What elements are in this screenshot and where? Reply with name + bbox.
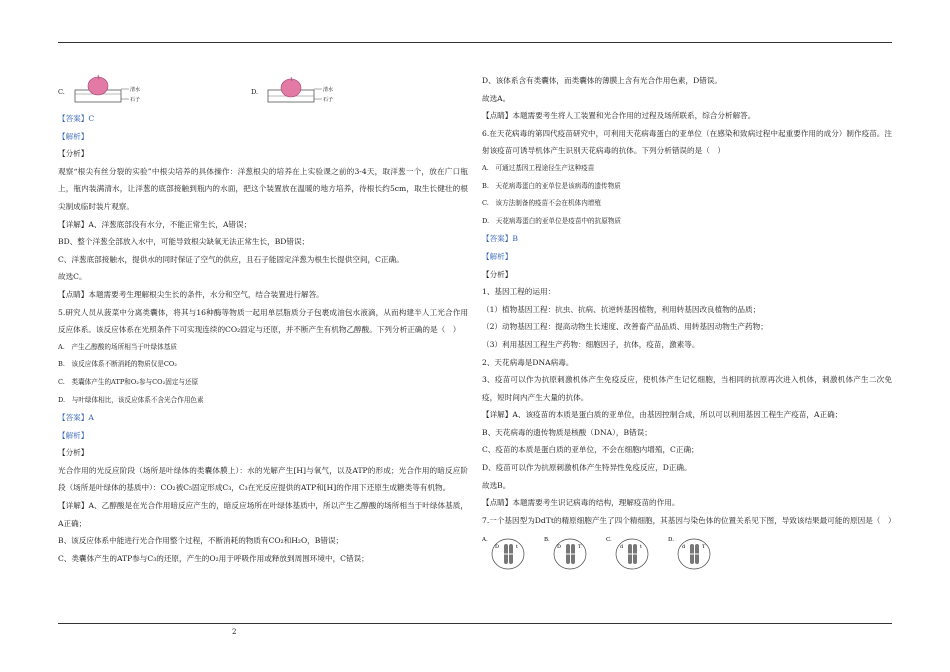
- water-label-c: 清水: [129, 87, 140, 93]
- q7-figure-a-label: A.: [482, 537, 488, 544]
- detail-bd: BD、整个洋葱全部放入水中，可能导致根尖缺氧无法正常生长，BD错误；: [58, 237, 310, 247]
- q7-figure-a: [482, 533, 532, 571]
- answer5-value: A: [88, 413, 94, 423]
- q6-option-a: A. 可通过基因工程途径生产这种疫苗: [482, 163, 595, 172]
- comment: 【点睛】本题需要考生理解根尖生长的条件，水分和空气，结合装置进行解答。: [58, 289, 324, 299]
- svg-text:t: t: [640, 544, 643, 551]
- stone-label-c: 石子: [129, 97, 140, 103]
- conclusion6: 故选B。: [482, 480, 511, 490]
- analysis5-paragraph: 光合作用的光反应阶段（场所是叶绿体的类囊体膜上）：水的光解产生[H]与氧气，以及ATP的形成；光合作用的暗反应阶段（场所是叶绿体的基质中）：CO₂被C₅固定形成C₃，C₃在光反应提供的ATP和[H]的作用下还原生成糖类等有机物。: [58, 465, 468, 493]
- answer6-label: 【答案】: [482, 234, 513, 244]
- answer-value: C: [88, 114, 95, 123]
- analysis6-label: 【解析】: [482, 251, 513, 261]
- answer-line-q5: [58, 409, 468, 427]
- fenxi6-point1c: （3）利用基因工程生产药物：细胞因子，抗体，疫苗，激素等。: [482, 339, 700, 349]
- detail6-b: B、天花病毒的遗传物质是核酸（DNA），B错误；: [482, 427, 652, 437]
- detail6-c: C、疫苗的本质是蛋白质的亚单位，不会在细胞内增殖，C正确；: [482, 445, 699, 455]
- svg-text:T: T: [578, 544, 582, 551]
- detail-a: 【详解】A、洋葱底部没有水分，不能正常生长，A错误；: [58, 219, 252, 229]
- answer-line-q6: [482, 230, 892, 248]
- answer5-label: 【答案】: [58, 413, 89, 423]
- question-7: 7.一个基因型为DdTt的精原细胞产生了四个精细胞，其基因与染色体的位置关系见下图，导致该结果最可能的原因是（ ）: [482, 515, 896, 525]
- q7-figure-d: [668, 533, 718, 571]
- fenxi6-point1a: （1）植物基因工程：抗虫、抗病、抗逆转基因植物，利用转基因改良植物的品质；: [482, 304, 761, 314]
- q7-figure-b-label: B.: [544, 537, 550, 544]
- figure-c-label: C.: [58, 88, 65, 97]
- q5-option-c: C. 类囊体产生的ATP和O₂参与CO₂固定与还原: [58, 377, 199, 386]
- conclusion5: 故选A。: [482, 93, 511, 103]
- answer6-value: B: [512, 234, 518, 244]
- fenxi6-point3: 3、疫苗可以作为抗原刺激机体产生免疫反应，使机体产生记忆细胞，当相同的抗原再次进入机体，刺激机体产生二次免疫，短时间内产生大量的抗体。: [482, 375, 892, 402]
- figure-d-label: D.: [251, 88, 259, 97]
- q5-option-a: A. 产生乙醇酸的场所相当于叶绿体基质: [58, 342, 177, 351]
- stone-label-d: 石子: [323, 97, 334, 103]
- top-rule: [58, 42, 892, 43]
- detail5-c: C、类囊体产生的ATP参与C₃的还原，产生的O₂用于呼吸作用或释放到周围环境中，C错误；: [58, 553, 369, 563]
- figure-option-d: [251, 72, 344, 106]
- answer-line-q4: [58, 110, 468, 128]
- svg-text:D: D: [495, 544, 500, 551]
- q5-option-d: D. 与叶绿体相比，该反应体系不含光合作用色素: [58, 395, 204, 404]
- fenxi6-point1: 1、基因工程的运用：: [482, 287, 556, 297]
- detail5-b: B、该反应体系中能进行光合作用整个过程，不断消耗的物质有CO₂和H₂O，B错误；: [58, 536, 344, 546]
- page-number: 2: [232, 628, 237, 636]
- right-column: [482, 72, 896, 571]
- q6-option-c: C. 该方法制备的疫苗不会在机体内增殖: [482, 199, 601, 208]
- q7-figure-d-label: D.: [668, 537, 674, 544]
- left-column: [58, 72, 468, 567]
- q6-option-d: D. 天花病毒蛋白的亚单位是疫苗中的抗原物质: [482, 216, 622, 225]
- conclusion: 故选C。: [58, 272, 87, 282]
- bottom-rule: [58, 623, 892, 624]
- analysis-paragraph: 观察“根尖有丝分裂的实验”中根尖培养的具体操作：洋葱根尖的培养在上实验课之前的3-4天，取洋葱一个，放在广口瓶上，瓶内装满清水，让洋葱的底部接触到瓶内的水面，把这个装置放在温暖的地方培养，待根长约5cm，取生长健壮的根尖制成临时装片观察。: [58, 166, 468, 211]
- detail6-d: D、疫苗可以作为抗原刺激机体产生特异性免疫反应，D正确。: [482, 463, 692, 473]
- onion-jar-figure-c: [71, 72, 151, 106]
- comment6: 【点睛】本题需要考生识记病毒的结构，理解疫苗的作用。: [482, 498, 680, 508]
- question-5: 5.研究人员从菠菜中分离类囊体，将其与16种酶等物质一起用单层脂质分子包裹成油包水液滴，从而构建半人工光合作用反应体系。该反应体系在光照条件下可实现连续的CO₂固定与还原，并不断产生有机物乙醇酸。下列分析正确的是（ ）: [58, 307, 468, 335]
- svg-text:t: t: [516, 544, 519, 551]
- analysis-label: 【解析】: [58, 131, 89, 141]
- analysis5-label: 【解析】: [58, 430, 89, 440]
- fenxi6-point1b: （2）动物基因工程：提高动物生长速度、改善畜产品品质、用转基因动物生产药物；: [482, 322, 768, 332]
- detail5-d: D、该体系含有类囊体，而类囊体的薄膜上含有光合作用色素，D错误。: [482, 76, 722, 85]
- svg-text:D: D: [557, 544, 562, 551]
- q7-figure-b: [544, 533, 594, 571]
- svg-text:d: d: [620, 544, 624, 551]
- q7-figure-c-label: C.: [606, 537, 612, 544]
- svg-text:d: d: [682, 544, 686, 551]
- fenxi6-label: 【分析】: [482, 269, 513, 279]
- fenxi6-point2: 2、天花病毒是DNA病毒。: [482, 357, 574, 367]
- comment5: 【点睛】本题需要考生将人工装置和光合作用的过程及场所联系，综合分析解答。: [482, 111, 756, 121]
- q6-option-b: B. 天花病毒蛋白的亚单位是该病毒的遗传物质: [482, 181, 621, 190]
- q7-figure-c: [606, 533, 656, 571]
- detail-c: C、洋葱底部接触水，提供水的同时保证了空气的供应，且石子能固定洋葱为根生长提供空间，C正确。: [58, 254, 404, 264]
- water-label-d: 清水: [323, 87, 334, 93]
- fenxi5-label: 【分析】: [58, 448, 89, 458]
- onion-jar-figure-d: [264, 72, 344, 106]
- figure-option-c: [58, 72, 151, 106]
- detail5-a: 【详解】A、乙醇酸是在光合作用暗反应产生的，暗反应场所在叶绿体基质中，所以产生乙醇酸的场所相当于叶绿体基质，A正确；: [58, 501, 468, 528]
- fenxi-label: 【分析】: [58, 149, 89, 159]
- question-6: 6.在天花病毒的第四代疫苗研究中，可利用天花病毒蛋白的亚单位（在感染和致病过程中起重要作用的成分）制作疫苗。注射该疫苗可诱导机体产生识别天花病毒的抗体。下列分析错误的是（ ）: [482, 128, 892, 156]
- figure-options-row: [58, 72, 468, 110]
- q7-figure-row: [482, 533, 892, 571]
- svg-text:T: T: [702, 544, 706, 551]
- answer-label: 【答案】: [58, 114, 89, 123]
- detail6-a: 【详解】A、该疫苗的本质是蛋白质的亚单位，由基因控制合成，所以可以利用基因工程生产疫苗，A正确；: [482, 410, 843, 420]
- q5-option-b: B. 该反应体系不断消耗的物质仅是CO₂: [58, 360, 177, 369]
